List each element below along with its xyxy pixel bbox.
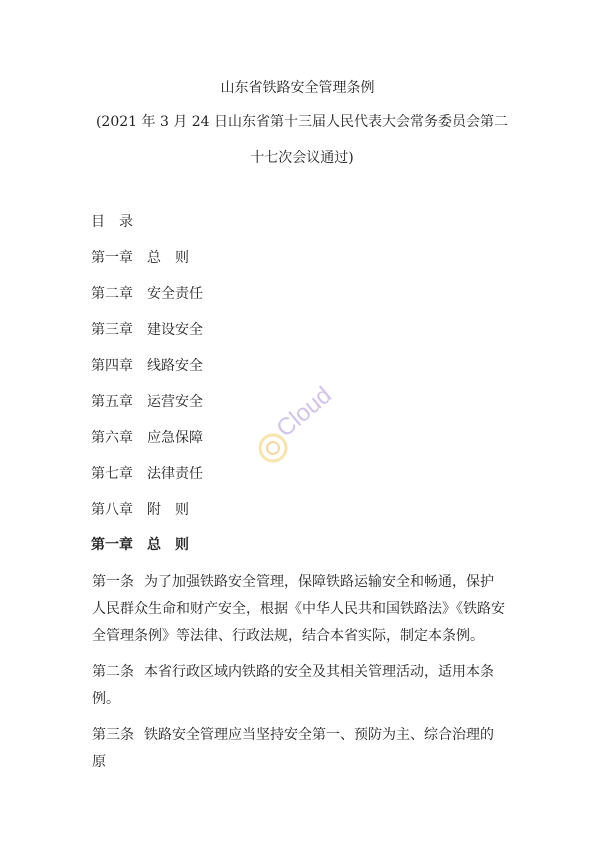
toc-chapter-title: 线路安全	[147, 358, 203, 374]
toc-chapter-number: 第五章	[91, 394, 133, 410]
watermark-text: Cloud	[271, 381, 337, 443]
toc-chapter-number: 第四章	[91, 358, 133, 374]
chapter-body	[92, 569, 506, 776]
article-label: 第一条	[92, 574, 134, 590]
toc-chapter-title: 运营安全	[147, 394, 203, 410]
chapter-heading	[91, 535, 189, 555]
toc-heading-char: 录	[119, 214, 133, 230]
article	[92, 722, 506, 776]
toc-item	[91, 284, 203, 320]
toc-chapter-title: 应急保障	[147, 430, 203, 446]
article-text: 本省行政区域内铁路的安全及其相关管理活动，适用本条例。	[92, 664, 494, 707]
chapter-number: 第一章	[91, 537, 133, 553]
cloud-watermark	[255, 378, 355, 468]
document-subtitle: (2021 年 3 月 24 日山东省第十三届人民代表大会常务委员会第二十七次会议通过)	[95, 114, 509, 166]
article	[92, 569, 506, 650]
article-text: 为了加强铁路安全管理，保障铁路运输安全和畅通，保护人民群众生命和财产安全，根据《中华人民共和国铁路法》《铁路安全管理条例》等法律、行政法规，结合本省实际，制定本条例。	[92, 574, 505, 644]
toc-chapter-number: 第二章	[91, 286, 133, 302]
toc-chapter-number: 第八章	[91, 502, 133, 518]
toc-item	[91, 500, 203, 536]
article-label: 第二条	[92, 664, 134, 680]
toc-heading	[91, 212, 133, 232]
toc-item	[91, 248, 203, 284]
cloud-watermark-logo	[255, 378, 355, 468]
toc-item	[91, 464, 203, 500]
toc-chapter-title: 法律责任	[147, 466, 203, 482]
document-title: 山东省铁路安全管理条例	[220, 80, 375, 96]
toc-item	[91, 320, 203, 356]
chapter-title: 总 则	[147, 537, 189, 553]
toc-chapter-title: 总 则	[147, 250, 189, 266]
toc-item	[91, 356, 203, 392]
toc-chapter-number: 第一章	[91, 250, 133, 266]
table-of-contents	[91, 248, 203, 536]
toc-heading-char: 目	[91, 214, 105, 230]
toc-chapter-number: 第七章	[91, 466, 133, 482]
toc-chapter-number: 第六章	[91, 430, 133, 446]
article	[92, 659, 506, 713]
toc-item	[91, 392, 203, 428]
toc-chapter-title: 建设安全	[147, 322, 203, 338]
toc-chapter-number: 第三章	[91, 322, 133, 338]
article-label: 第三条	[92, 727, 134, 743]
article-text: 铁路安全管理应当坚持安全第一、预防为主、综合治理的原	[92, 727, 494, 770]
toc-chapter-title: 附 则	[147, 502, 189, 518]
toc-item	[91, 428, 203, 464]
toc-chapter-title: 安全责任	[147, 286, 203, 302]
